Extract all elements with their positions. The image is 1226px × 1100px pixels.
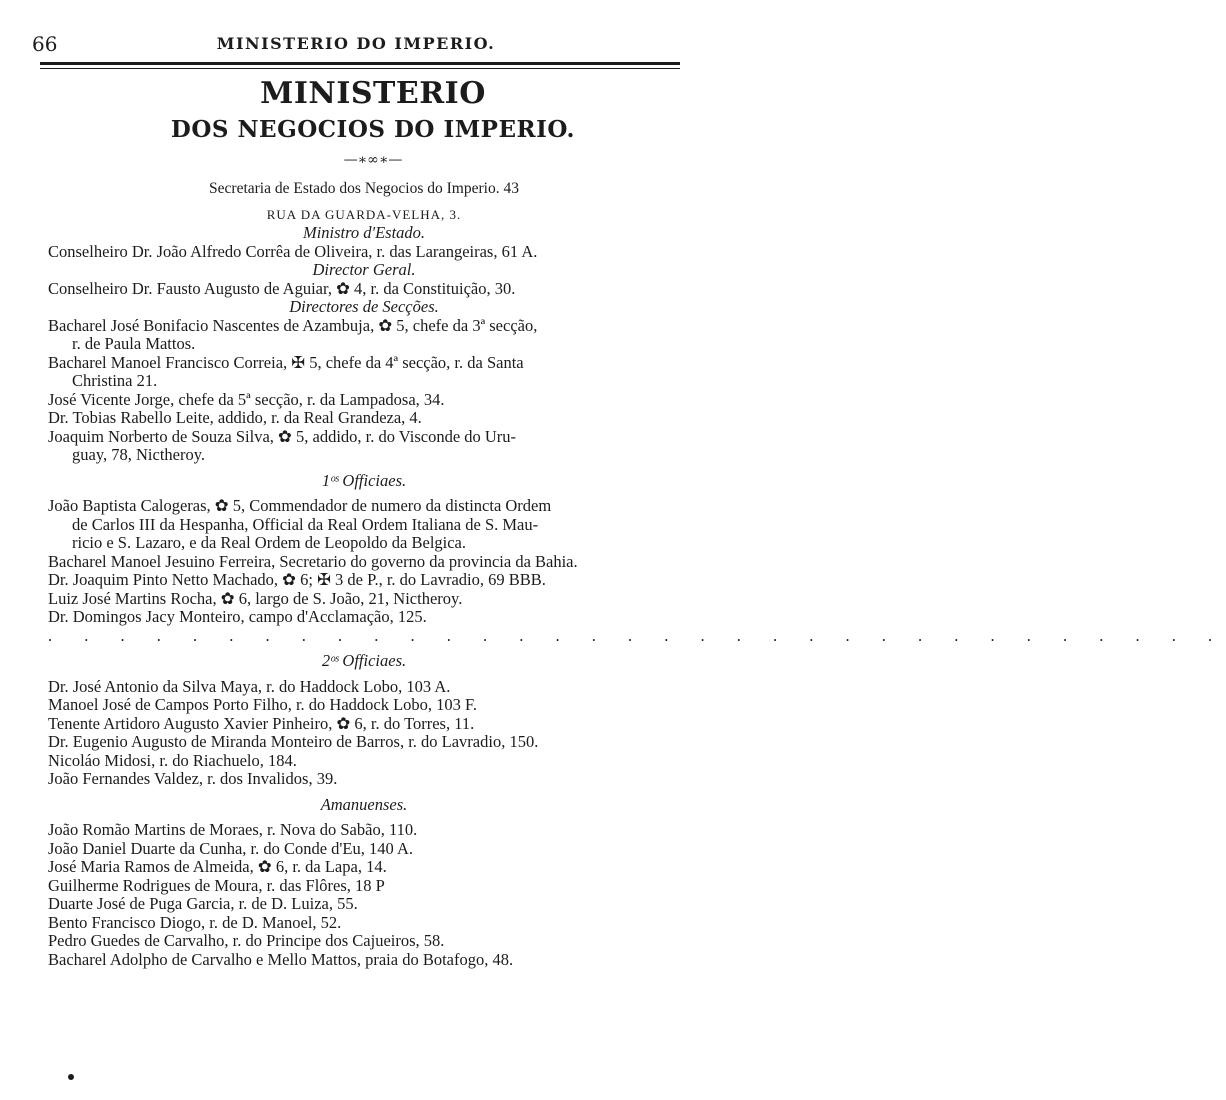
secretaria-address: RUA DA GUARDA-VELHA, 3. xyxy=(266,206,462,222)
entry-line: Joaquim Norberto de Souza Silva, ✿ 5, addido, r. do Visconde do Uru- xyxy=(48,426,517,446)
entry-line: João Romão Martins de Moraes, r. Nova do Sabão, 110. xyxy=(48,820,418,839)
entry-line: Dr. José Antonio da Silva Maya, r. do Haddock Lobo, 103 A. xyxy=(48,676,451,696)
entry-line: Dr. Eugenio Augusto de Miranda Monteiro de Barros, r. do Lavradio, 150. xyxy=(48,732,539,751)
entry-line: Bacharel Manoel Jesuino Ferreira, Secretario do governo da provincia da Bahia. xyxy=(48,551,578,571)
entry-line: João Baptista Calogeras, ✿ 5, Commendador de numero da distincta Ordem xyxy=(48,496,552,515)
entry-line: ricio e S. Lazaro, e da Real Ordem de Leopoldo da Belgica. xyxy=(72,533,467,552)
entry-line: Christina 21. xyxy=(72,371,158,390)
entry-line: Conselheiro Dr. Fausto Augusto de Aguiar, ✿ 4, r. da Constituição, 30. xyxy=(48,278,516,298)
entry-line: r. de Paula Mattos. xyxy=(72,334,196,353)
document-body xyxy=(48,180,1226,969)
entry-line: Dr. Tobias Rabello Leite, addido, r. da Real Grandeza, 4. xyxy=(48,408,422,427)
entry-line: Bento Francisco Diogo, r. de D. Manoel, 52. xyxy=(48,912,342,932)
section-heading-segundos-officiaes: 2ᵒˢ Officiaes. xyxy=(321,651,407,670)
entry-line: Bacharel José Bonifacio Nascentes de Azambuja, ✿ 5, chefe da 3ª secção, xyxy=(48,315,538,335)
page-number: 66 xyxy=(32,32,58,56)
section-heading-directores: Directores de Secções. xyxy=(289,297,439,316)
entry-line: Dr. Domingos Jacy Monteiro, campo d'Acclamação, 125. xyxy=(48,607,427,626)
entry-line: Pedro Guedes de Carvalho, r. do Principe dos Cajueiros, 58. xyxy=(48,931,445,950)
entry-line: Conselheiro Dr. João Alfredo Corrêa de Oliveira, r. das Larangeiras, 61 A. xyxy=(48,241,538,261)
entry-line: Guilherme Rodrigues de Moura, r. das Flôres, 18 P xyxy=(48,875,385,895)
entry-line: João Daniel Duarte da Cunha, r. do Conde d'Eu, 140 A. xyxy=(48,838,413,858)
entry-line: guay, 78, Nictheroy. xyxy=(72,445,206,464)
entry-line: José Maria Ramos de Almeida, ✿ 6, r. da Lapa, 14. xyxy=(48,857,387,876)
running-title: MINISTERIO DO IMPERIO. xyxy=(216,34,496,53)
entry-line: Bacharel Adolpho de Carvalho e Mello Mattos, praia do Botafogo, 48. xyxy=(48,949,514,969)
entry-line: Nicoláo Midosi, r. do Riachuelo, 184. xyxy=(48,750,297,770)
section-heading-director: Director Geral. xyxy=(312,260,416,279)
section-heading-ministro: Ministro d'Estado. xyxy=(302,223,426,242)
running-header xyxy=(30,30,682,58)
entry-line: Bacharel Manoel Francisco Correia, ✠ 5, chefe da 4ª secção, r. da Santa xyxy=(48,352,524,372)
dotted-separator: . . . . . . . . . . . . . . . . . . . . . . . . . . . . . . . . . xyxy=(48,625,1226,645)
header-rule-thick xyxy=(40,62,680,65)
secretaria-heading: Secretaria de Estado dos Negocios do Imperio. 43 xyxy=(209,180,519,197)
entry-line: Luiz José Martins Rocha, ✿ 6, largo de S. João, 21, Nictheroy. xyxy=(48,588,463,608)
ornament-divider: —∗∞∗— xyxy=(343,152,403,168)
entry-line: Tenente Artidoro Augusto Xavier Pinheiro, ✿ 6, r. do Torres, 11. xyxy=(48,713,475,733)
header-rule-thin xyxy=(40,68,680,69)
entry-line: José Vicente Jorge, chefe da 5ª secção, r. da Lampadosa, 34. xyxy=(48,389,445,409)
entry-line: Manoel José de Campos Porto Filho, r. do Haddock Lobo, 103 F. xyxy=(48,695,478,714)
entry-line: Dr. Joaquim Pinto Netto Machado, ✿ 6; ✠ 3 de P., r. do Lavradio, 69 BBB. xyxy=(48,570,546,589)
page-subtitle: DOS NEGOCIOS DO IMPERIO. xyxy=(170,116,576,143)
section-heading-amanuenses: Amanuenses. xyxy=(320,794,408,814)
entry-line: João Fernandes Valdez, r. dos Invalidos, 39. xyxy=(48,769,338,788)
ink-dot xyxy=(68,1074,74,1080)
entry-line: de Carlos III da Hespanha, Official da Real Ordem Italiana de S. Mau- xyxy=(72,514,539,534)
page-title: MINISTERIO xyxy=(260,76,486,111)
entry-line: Duarte José de Puga Garcia, r. de D. Luiza, 55. xyxy=(48,894,358,913)
section-heading-primeiros-officiaes: 1ᵒˢ Officiaes. xyxy=(321,470,407,490)
